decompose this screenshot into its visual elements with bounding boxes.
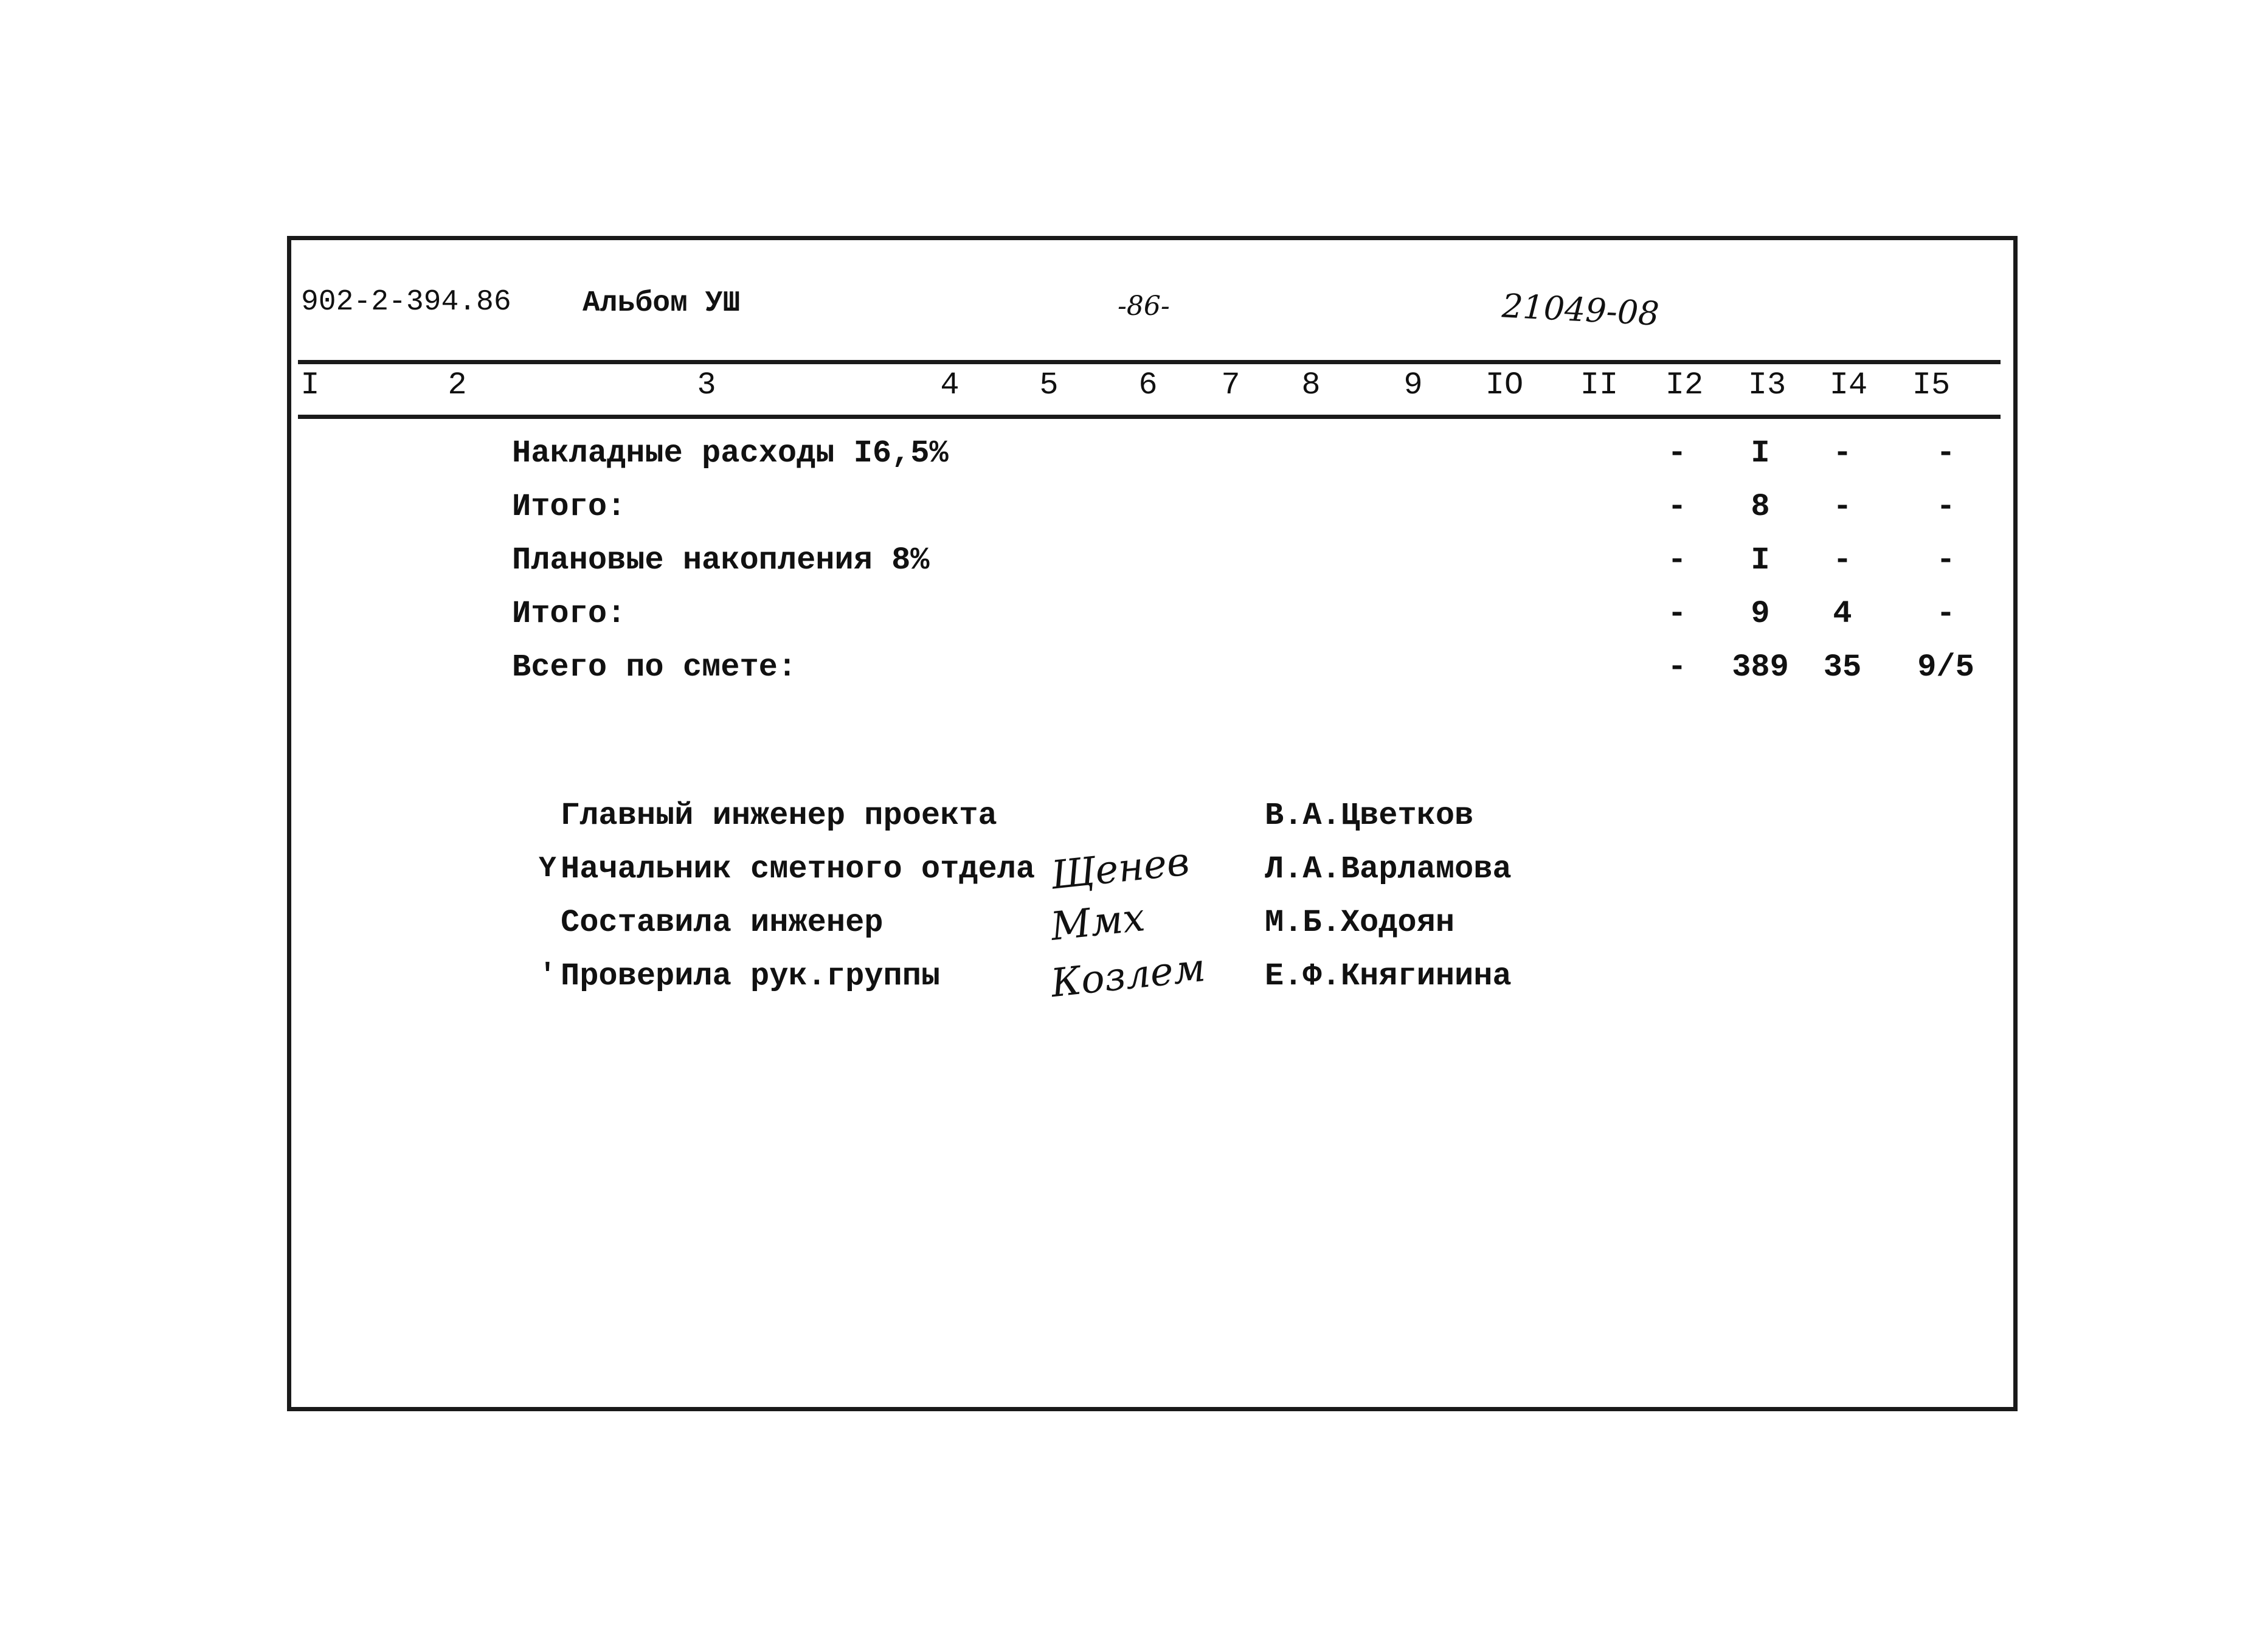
table-cell-c15: - (1936, 542, 1956, 578)
handwritten-signature: Козлем (1048, 945, 1208, 1007)
table-cell-c14: - (1833, 489, 1852, 525)
table-cell-c13: I (1751, 435, 1770, 471)
handwritten-signature: Ммх (1048, 895, 1147, 950)
table-cell-c14: - (1833, 435, 1852, 471)
doc-code: 902-2-394.86 (301, 286, 511, 319)
page-number: -86- (1118, 291, 1170, 322)
row-label: Накладные расходы I6,5% (512, 435, 949, 471)
signatory-role: Проверила рук.группы (561, 958, 941, 994)
table-cell-c12: - (1667, 435, 1687, 471)
column-number: 6 (1138, 367, 1158, 403)
column-number: 4 (940, 367, 960, 403)
signatory-role: Главный инженер проекта (561, 798, 997, 834)
column-number: I3 (1748, 367, 1786, 403)
table-cell-c15: - (1936, 435, 1956, 471)
table-cell-c13: I (1751, 542, 1770, 578)
table-cell-c12: - (1667, 596, 1687, 632)
column-number: IO (1485, 367, 1524, 403)
column-number: II (1580, 367, 1619, 403)
row-label: Всего по смете: (512, 649, 797, 685)
column-number: I4 (1829, 367, 1868, 403)
column-number: 7 (1221, 367, 1240, 403)
column-number: 9 (1403, 367, 1423, 403)
table-cell-c14: 4 (1833, 596, 1852, 632)
table-cell-c15: 9/5 (1917, 649, 1974, 685)
handwritten-signature: Щенев (1048, 839, 1192, 899)
table-cell-c15: - (1936, 596, 1956, 632)
column-number: 3 (697, 367, 716, 403)
margin-mark: Y (539, 852, 556, 885)
table-cell-c12: - (1667, 489, 1687, 525)
table-cell-c13: 8 (1751, 489, 1770, 525)
signatory-role: Начальник сметного отдела (561, 851, 1036, 887)
signatory-name: Е.Ф.Княгинина (1265, 958, 1512, 994)
column-number: 2 (448, 367, 467, 403)
signatory-name: Л.А.Варламова (1265, 851, 1512, 887)
column-number: 5 (1039, 367, 1059, 403)
column-number: I5 (1912, 367, 1951, 403)
album-title: Альбом УШ (583, 287, 741, 320)
document-frame (287, 236, 2018, 1411)
margin-mark: ' (539, 959, 556, 992)
table-cell-c12: - (1667, 542, 1687, 578)
column-number: I (300, 367, 320, 403)
signatory-name: М.Б.Ходоян (1265, 905, 1455, 941)
column-number: I2 (1665, 367, 1704, 403)
archive-number: 21049-08 (1501, 286, 1661, 333)
row-label: Итого: (512, 596, 626, 632)
row-label: Плановые накопления 8% (512, 542, 930, 578)
table-cell-c14: 35 (1823, 649, 1862, 685)
table-cell-c15: - (1936, 489, 1956, 525)
table-cell-c14: - (1833, 542, 1852, 578)
table-cell-c13: 9 (1751, 596, 1770, 632)
table-cell-c13: 389 (1732, 649, 1789, 685)
signatory-name: В.А.Цветков (1265, 798, 1474, 834)
table-cell-c12: - (1667, 649, 1687, 685)
header-top-rule (298, 360, 2001, 364)
header-bottom-rule (298, 415, 2001, 419)
signatory-role: Составила инженер (561, 905, 884, 941)
column-number: 8 (1301, 367, 1321, 403)
row-label: Итого: (512, 489, 626, 525)
